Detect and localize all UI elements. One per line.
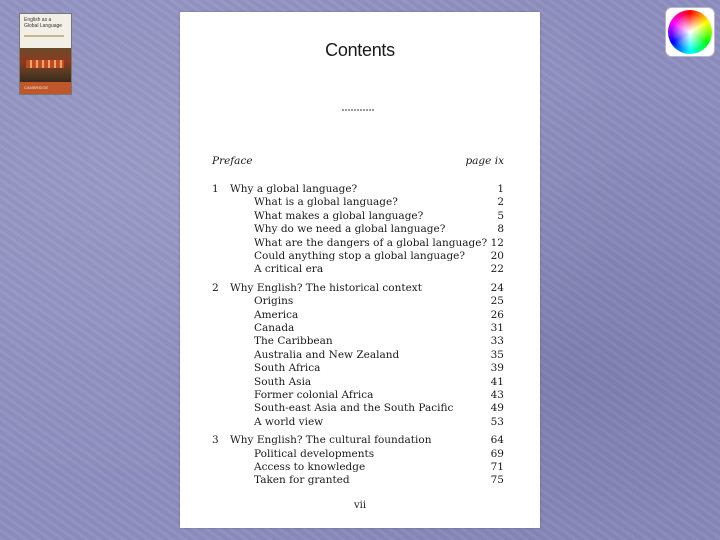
section-title: Political developments [254, 447, 375, 460]
section-title: The Caribbean [254, 335, 333, 348]
section-page: 69 [490, 447, 504, 460]
color-wheel-icon [666, 8, 714, 56]
toc-section-row [180, 322, 540, 335]
toc-section-row [180, 210, 540, 223]
section-page: 2 [497, 196, 504, 209]
chapter-title: Why English? The cultural foundation [230, 434, 432, 447]
section-title: A critical era [254, 263, 324, 276]
section-title: South-east Asia and the South Pacific [254, 402, 454, 415]
section-page: 22 [490, 263, 504, 276]
chapter-number: 1 [212, 183, 219, 195]
section-page: 49 [490, 402, 504, 415]
toc-section-row [180, 196, 540, 209]
section-title: What is a global language? [254, 196, 398, 209]
book-cover-publisher: CAMBRIDGE [24, 85, 49, 90]
toc-section-row [180, 416, 540, 429]
section-title: America [254, 308, 299, 321]
section-page: 31 [490, 322, 504, 334]
toc-section-row [180, 349, 540, 362]
toc-section-row [180, 335, 540, 348]
book-cover-title-line: English as a [24, 17, 52, 23]
toc-section-row [180, 309, 540, 322]
section-page: 53 [490, 415, 504, 428]
book-cover-thumbnail [20, 14, 71, 94]
toc-section-row [180, 250, 540, 263]
toc-section-row [180, 295, 540, 308]
page-heading: Contents [325, 40, 395, 60]
section-page: 20 [490, 250, 504, 262]
book-cover-rule [24, 35, 64, 37]
toc-section-row [180, 389, 540, 402]
section-title: Could anything stop a global language? [254, 250, 466, 262]
section-title: Why do we need a global language? [254, 223, 446, 236]
book-cover-title-line: Global Language [24, 23, 63, 29]
preface-title: Preface [212, 155, 253, 167]
toc-section-row [180, 263, 540, 276]
chapter-page: 24 [490, 281, 504, 294]
book-cover-photo [20, 48, 71, 82]
chapter-title: Why English? The historical context [230, 281, 422, 294]
page-folio: vii [353, 500, 367, 511]
toc-section-row [180, 223, 540, 236]
section-page: 71 [490, 461, 504, 473]
section-page: 26 [490, 308, 504, 321]
toc-section-row [180, 474, 540, 487]
section-title: Origins [254, 295, 294, 308]
chapter-number: 2 [212, 281, 219, 294]
section-page: 43 [490, 389, 504, 401]
toc-section-row [180, 448, 540, 461]
section-page: 75 [490, 474, 504, 487]
section-page: 39 [490, 362, 504, 375]
chapter-number: 3 [212, 434, 219, 447]
toc-row-preface [180, 155, 540, 168]
section-title: Former colonial Africa [254, 389, 374, 401]
section-title: Access to knowledge [254, 461, 366, 473]
section-title: Taken for granted [254, 474, 350, 487]
chapter-title: Why a global language? [230, 183, 358, 195]
section-title: Australia and New Zealand [254, 348, 400, 361]
toc-section-row [180, 402, 540, 415]
section-page: 41 [490, 375, 504, 388]
toc-section-row [180, 461, 540, 474]
section-title: What makes a global language? [254, 209, 424, 222]
section-page: 12 [490, 236, 504, 249]
section-title: What are the dangers of a global language? [254, 236, 488, 249]
chapter-page: 64 [490, 434, 504, 447]
toc-chapter-row [180, 183, 540, 196]
section-page: 25 [490, 295, 504, 308]
toc-chapter-row [180, 434, 540, 447]
section-page: 5 [497, 209, 504, 222]
section-title: A world view [254, 415, 324, 428]
section-title: South Asia [254, 375, 312, 388]
section-page: 8 [497, 223, 504, 236]
section-title: South Africa [254, 362, 321, 375]
toc-chapter-row [180, 282, 540, 295]
chapter-page: 1 [497, 183, 504, 195]
section-page: 35 [490, 348, 504, 361]
book-cover-band [20, 82, 71, 94]
section-title: Canada [254, 322, 295, 334]
toc-section-row [180, 237, 540, 250]
toc-section-row [180, 376, 540, 389]
book-cover-title [24, 17, 67, 29]
preface-page: page ix [465, 155, 504, 167]
contents-page-scan [180, 12, 540, 528]
toc-section-row [180, 362, 540, 375]
section-page: 33 [490, 335, 504, 348]
heading-ornament [342, 109, 374, 111]
